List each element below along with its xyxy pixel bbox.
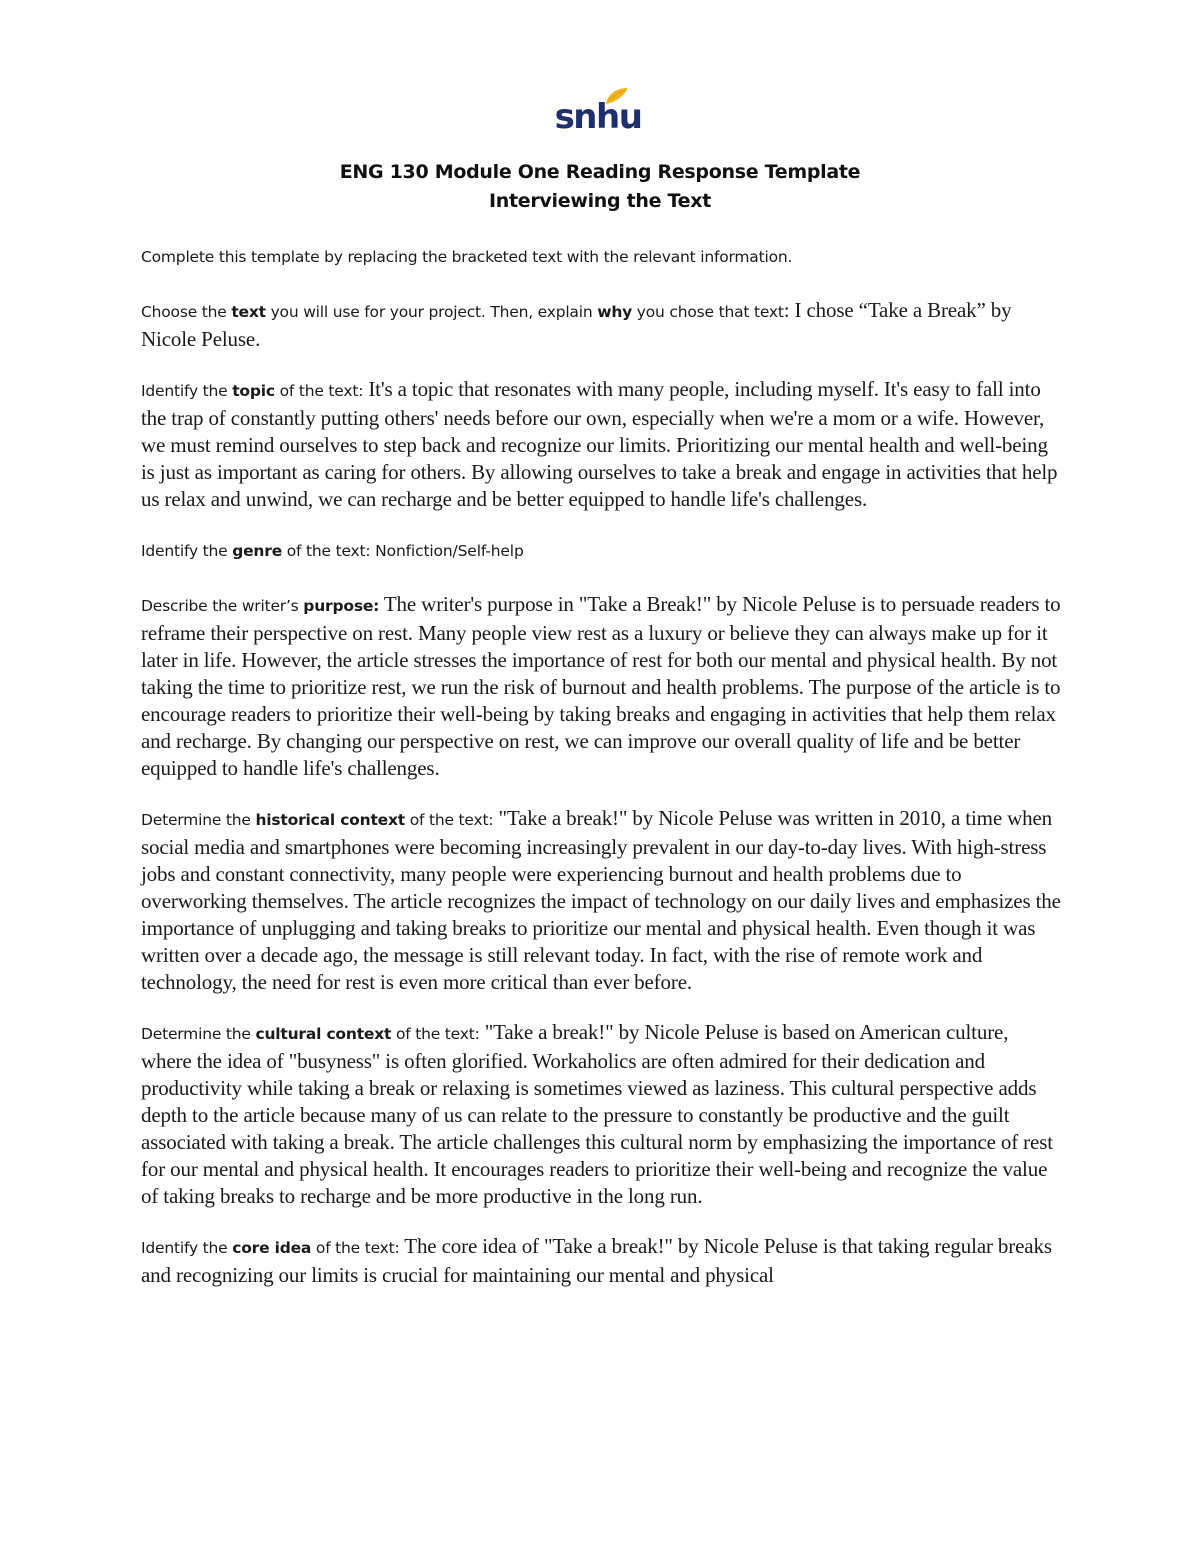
section-choose-text — [141, 297, 1061, 353]
label-text: Determine the — [141, 1025, 256, 1043]
topic-label — [141, 382, 363, 400]
page-subtitle: Interviewing the Text — [489, 190, 711, 212]
page-title: ENG 130 Module One Reading Response Template — [339, 161, 861, 183]
label-bold: text — [231, 303, 266, 321]
label-text: of the text: — [311, 1239, 400, 1257]
section-genre — [141, 536, 1061, 565]
label-bold: why — [597, 303, 633, 321]
label-text: Identify the — [141, 1239, 233, 1257]
historical-answer: "Take a break!" by Nicole Peluse was written in 2010, a time when social media and smartphones were becoming increasingly prevalent in our day-to-day lives. With high-stress jobs and constant connectivity, many people were experiencing burnout and health problems due to overworking themselves. The article recognizes the impact of technology on our daily lives and emphasizes the importance of unplugging and taking breaks to prioritize our mental and physical health. Even though it was written over a decade ago, the message is still relevant today. In fact, with the rise of remote work and technology, the need for rest is even more critical than ever before. — [141, 806, 1061, 994]
core-answer: The core idea of "Take a break!" by Nicole Peluse is that taking regular breaks and recognizing our limits is crucial for maintaining our mental and physical — [141, 1234, 1052, 1287]
label-text: Choose the — [141, 303, 232, 321]
genre-answer: Nonfiction/Self-help — [370, 542, 524, 560]
label-text: of the text: — [274, 382, 364, 400]
section-historical-context — [141, 805, 1061, 996]
label-text: Determine the — [141, 811, 256, 829]
section-cultural-context — [141, 1019, 1061, 1210]
section-topic — [141, 376, 1061, 513]
label-text: of the text: — [282, 542, 371, 560]
label-bold: topic — [232, 382, 275, 400]
label-bold: cultural context — [255, 1025, 392, 1043]
label-text: of the text: — [391, 1025, 480, 1043]
topic-answer: It's a topic that resonates with many people, including myself. It's easy to fall into the trap of constantly putting others' needs before our own, especially when we're a mom or a wife. However, we must remind ourselves to step back and recognize our limits. Prioritizing our mental health and well-being is just as important as caring for others. By allowing ourselves to take a break and engage in activities that help us relax and unwind, we can recharge and be better equipped to handle life's challenges. — [141, 377, 1058, 511]
section-purpose — [141, 591, 1061, 782]
section-core-idea — [141, 1233, 1061, 1289]
choose-label — [141, 303, 784, 321]
choose-answer: I chose “Take a Break” by Nicole Peluse. — [141, 298, 1012, 351]
core-label — [141, 1239, 400, 1257]
label-text: Identify the — [141, 542, 233, 560]
label-text: Identify the — [141, 382, 233, 400]
purpose-answer: The writer's purpose in "Take a Break!" by Nicole Peluse is to persuade readers to reframe their perspective on rest. Many people view rest as a luxury or believe they can always make up for it later in life. However, the article stresses the importance of rest for both our mental and physical health. By not taking the time to prioritize rest, we run the risk of burnout and health problems. The purpose of the article is to encourage readers to prioritize their well-being by taking breaks and engaging in activities that help them relax and recharge. By changing our perspective on rest, we can improve our overall quality of life and be better equipped to handle life's challenges. — [141, 592, 1061, 780]
label-bold: historical context — [255, 811, 405, 829]
historical-label — [141, 811, 493, 829]
document-body — [141, 244, 1061, 1312]
cultural-label — [141, 1025, 480, 1043]
label-text: you will use for your project. Then, explain — [265, 303, 598, 321]
snhu-logo — [554, 80, 644, 140]
label-bold: genre — [232, 542, 283, 560]
label-bold: purpose: — [303, 597, 380, 615]
label-colon: : — [783, 298, 790, 322]
purpose-label — [141, 597, 379, 615]
genre-label — [141, 542, 370, 560]
instructions: Complete this template by replacing the bracketed text with the relevant information. — [141, 248, 793, 266]
snhu-logo-icon — [554, 80, 644, 140]
label-text: of the text: — [405, 811, 494, 829]
label-bold: core idea — [232, 1239, 312, 1257]
label-text: Describe the writer’s — [141, 597, 304, 615]
label-text: you chose that text — [632, 303, 784, 321]
cultural-answer: "Take a break!" by Nicole Peluse is based on American culture, where the idea of "busyness" is often glorified. Workaholics are often admired for their dedication and productivity while taking a break or relaxing is sometimes viewed as laziness. This cultural perspective adds depth to the article because many of us can relate to the pressure to constantly be productive and the guilt associated with taking a break. The article challenges this cultural norm by emphasizing the importance of rest for our mental and physical health. It encourages readers to prioritize their well-being and recognize the value of taking breaks to recharge and be more productive in the long run. — [141, 1020, 1053, 1208]
logo-wordmark: snhu — [554, 97, 642, 137]
title-block — [140, 158, 1060, 216]
